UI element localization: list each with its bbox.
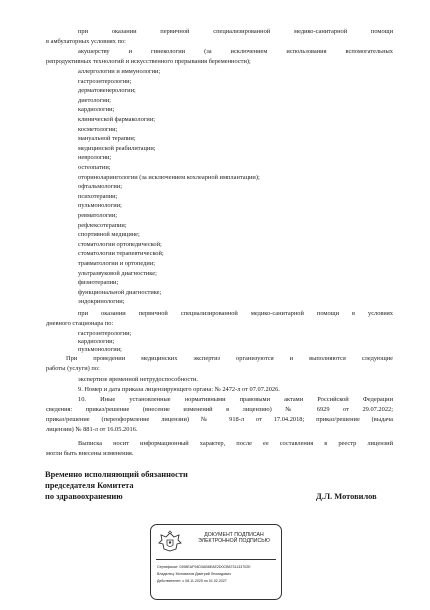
- service-item: кардиологии;: [78, 338, 115, 346]
- service-item: оториноларингологии (за исключением кохлеарной имплантации);: [78, 173, 260, 181]
- service-item: косметологии;: [78, 125, 118, 133]
- service-item: диетологии;: [78, 96, 111, 104]
- signatory-title-line-1: Временно исполняющий обязанности: [45, 470, 188, 479]
- signatory-title-line-2: председателя Комитета: [45, 481, 134, 490]
- stamp-header-line-1: ДОКУМЕНТ ПОДПИСАН: [204, 532, 264, 538]
- intro-line-1: при оказании первичной специализированной медико-санитарной помощи: [78, 28, 393, 35]
- service-item: физиотерапии;: [78, 279, 119, 287]
- service-item: психотерапии;: [78, 192, 118, 200]
- note-line-1: Выписка носит информационный характер, после ее составления в реестр лицензий: [78, 440, 393, 447]
- stamp-header: [189, 532, 279, 544]
- service-item: медицинской реабилитации;: [78, 144, 156, 152]
- intro-line-2: в амбулаторных условиях по:: [46, 38, 126, 45]
- service-item: пульмонологии;: [78, 202, 122, 210]
- service-item: травматологии и ортопедии;: [78, 260, 156, 267]
- obstetrics-line-2: репродуктивных технологий и искусственного прерывания беременности);: [46, 58, 251, 65]
- obstetrics-line-1: акушерству и гинекологии (за исключением использования вспомогательных: [78, 48, 393, 55]
- stamp-validity: Действителен: с 08.11.2025 по 01.02.2027: [157, 579, 227, 583]
- service-item: рефлексотерапии;: [78, 221, 127, 229]
- signatory-title-line-3: по здравоохранению: [45, 492, 123, 501]
- note-line-2: могли быть внесены изменения.: [46, 450, 134, 457]
- expertise-item: экспертизе временной нетрудоспособности.: [78, 376, 198, 383]
- signatory-name: Д.Л. Мотовилов: [316, 492, 377, 501]
- day-hospital-line-2: дневного стационара по:: [46, 320, 114, 327]
- service-item: кардиологии;: [78, 106, 115, 114]
- service-item: ревматологии;: [78, 212, 118, 219]
- service-item: пульмонологии;: [78, 346, 122, 354]
- service-item: неврологии;: [78, 154, 112, 162]
- paragraph-10-line-4: лицензии) № 881-л от 16.05.2016.: [46, 426, 138, 433]
- paragraph-10-line-3: приказ/решение (переоформление лицензии) № 918-л от 17.04.2018; приказ/решение (выдача: [46, 416, 393, 423]
- service-item: аллергологии и иммунологии;: [78, 68, 161, 75]
- service-item: остеопатии;: [78, 164, 111, 171]
- service-item: гастроэнтерологии;: [78, 77, 132, 85]
- stamp-certificate: Сертификат: 0398EAF94D3AB8EAE2D0CB8731133702E: [157, 565, 251, 569]
- paragraph-10-line-1: 10. Иные установленные нормативными правовыми актами Российской Федерации: [78, 396, 393, 403]
- paragraph-9: 9. Номер и дата приказа лицензирующего органа: № 2472-л от 07.07.2026.: [78, 386, 280, 393]
- electronic-signature-stamp: [150, 524, 282, 600]
- day-hospital-line-1: при оказании первичной специализированной медико-санитарной помощи в условиях: [78, 310, 393, 317]
- expertise-line-2: работы (услуги) по:: [46, 365, 100, 372]
- coat-of-arms-icon: [157, 530, 183, 554]
- service-item: функциональной диагностике;: [78, 288, 162, 296]
- service-item: ультразвуковой диагностике;: [78, 269, 157, 277]
- stamp-divider: [156, 559, 276, 560]
- expertise-line-1: При проведении медицинских экспертиз организуются и выполняются следующие: [66, 355, 393, 362]
- service-item: гастроэнтерологии;: [78, 330, 132, 337]
- service-item: мануальной терапии;: [78, 135, 136, 143]
- stamp-header-line-2: ЭЛЕКТРОННОЙ ПОДПИСЬЮ: [198, 538, 270, 544]
- paragraph-10-line-2: сведения: приказ/решение (внесение изменений в лицензию) № 6929 от 29.07.2022;: [46, 406, 393, 413]
- service-item: дерматовенерологии;: [78, 87, 136, 95]
- service-item: стоматологии ортопедической;: [78, 240, 162, 248]
- service-item: стоматологии терапевтической;: [78, 250, 164, 258]
- service-item: спортивной медицине;: [78, 231, 140, 239]
- service-item: офтальмологии;: [78, 183, 122, 191]
- service-item: клинической фармакологии;: [78, 116, 156, 123]
- stamp-owner: Владелец: Мотовилов Дмитрий Леонидович: [157, 572, 231, 576]
- service-item: эндокринологии;: [78, 298, 125, 306]
